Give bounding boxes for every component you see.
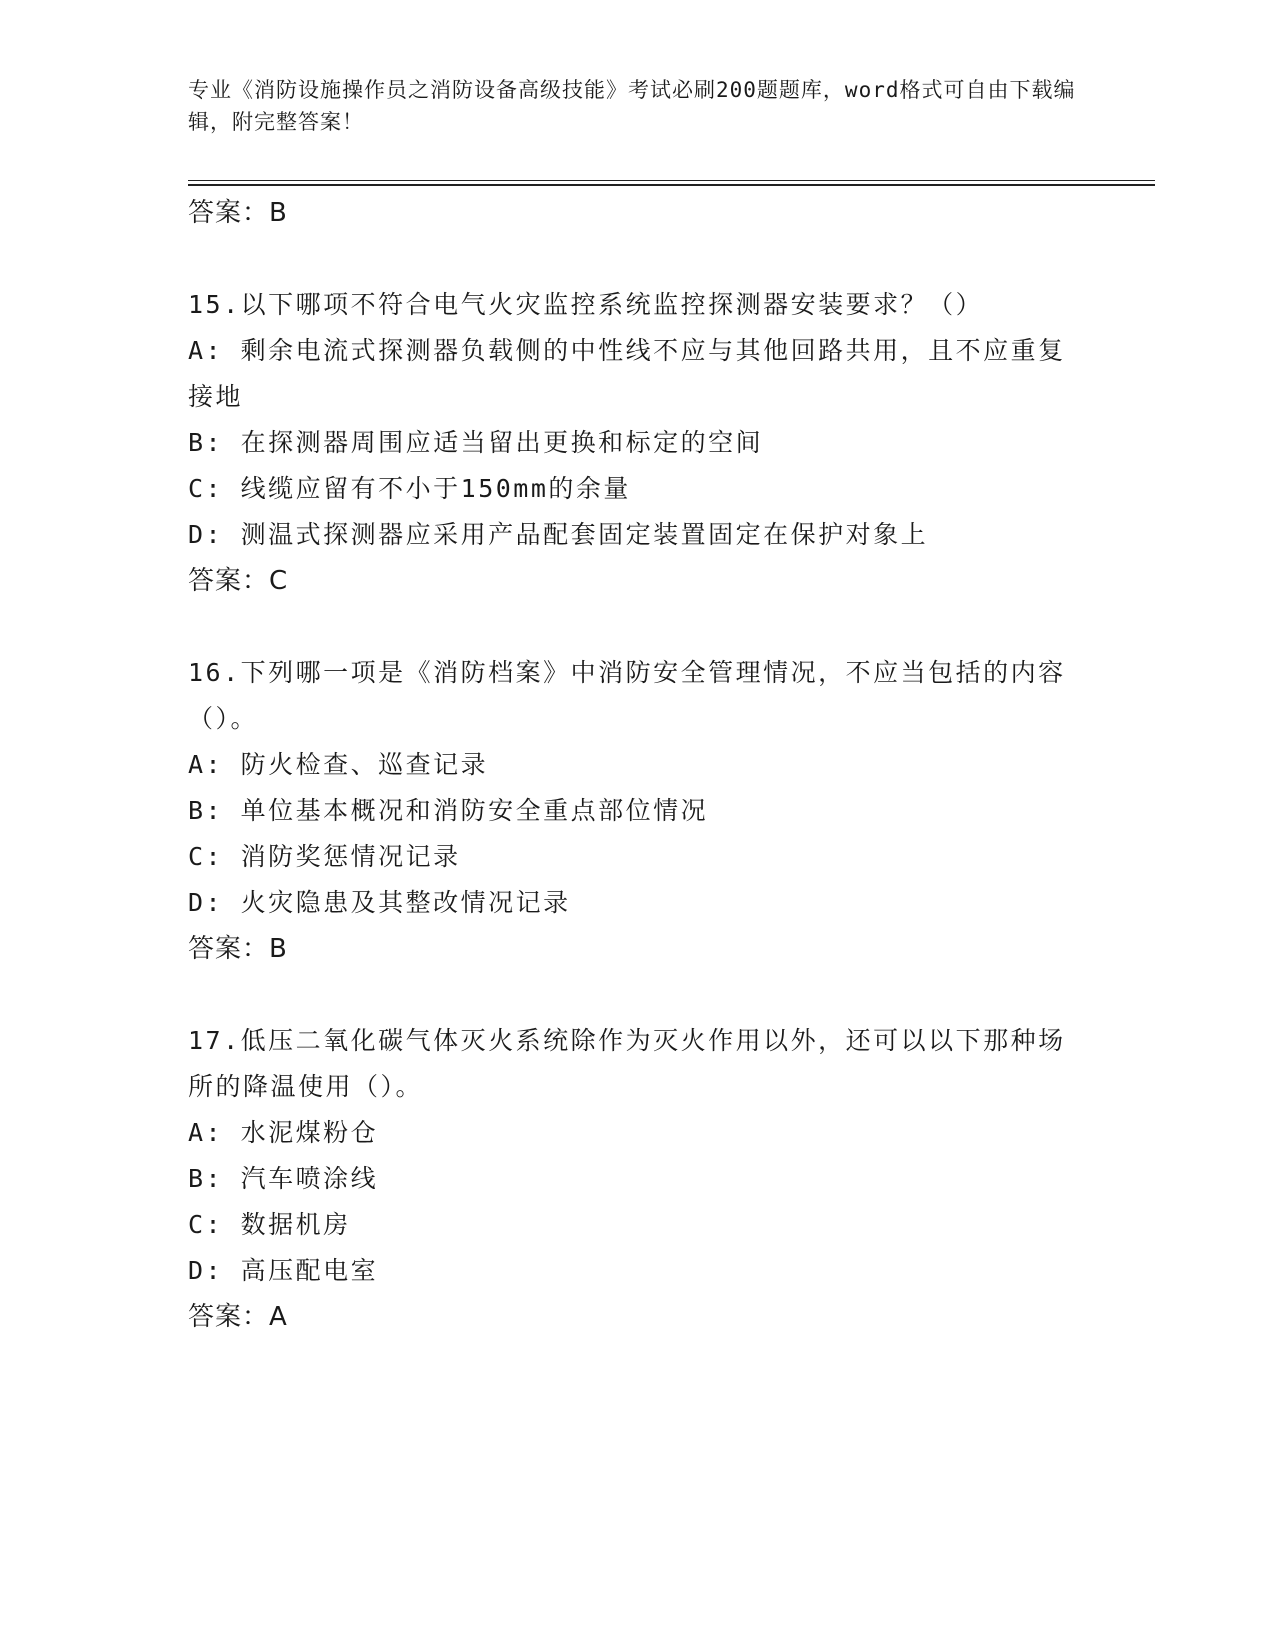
spacer	[188, 972, 1088, 1018]
option-c: C: 线缆应留有不小于150mm的余量	[188, 474, 631, 503]
option-d: D: 高压配电室	[188, 1256, 379, 1285]
option-b: B: 在探测器周围应适当留出更换和标定的空间	[188, 428, 764, 457]
question-text: 15.以下哪项不符合电气火灾监控系统监控探测器安装要求？（）	[188, 290, 984, 319]
option-b: B: 汽车喷涂线	[188, 1164, 379, 1193]
answer-line: 答案：B	[188, 934, 288, 964]
header-rule-thick	[188, 184, 1155, 186]
option-d: D: 测温式探测器应采用产品配套固定装置固定在保护对象上	[188, 520, 929, 549]
spacer	[188, 236, 1088, 282]
option-c: C: 消防奖惩情况记录	[188, 842, 461, 871]
question-text: 17.低压二氧化碳气体灭火系统除作为灭火作用以外，还可以以下那种场所的降温使用（）。	[188, 1026, 1066, 1101]
question-block	[188, 650, 1088, 972]
option-a: A: 防火检查、巡查记录	[188, 750, 489, 779]
answer-line: 答案：B	[188, 198, 288, 228]
option-a: A: 水泥煤粉仓	[188, 1118, 379, 1147]
document-body	[188, 190, 1088, 1340]
spacer	[188, 604, 1088, 650]
option-a: A: 剩余电流式探测器负载侧的中性线不应与其他回路共用，且不应重复接地	[188, 336, 1066, 411]
question-block	[188, 1018, 1088, 1340]
question-block	[188, 282, 1088, 604]
header-rule-thin	[188, 180, 1155, 181]
option-b: B: 单位基本概况和消防安全重点部位情况	[188, 796, 709, 825]
page-header: 专业《消防设施操作员之消防设备高级技能》考试必刷200题题库，word格式可自由下载编辑，附完整答案！	[188, 78, 1076, 134]
answer-line: 答案：C	[188, 566, 289, 596]
question-text: 16.下列哪一项是《消防档案》中消防安全管理情况，不应当包括的内容（）。	[188, 658, 1066, 733]
option-d: D: 火灾隐患及其整改情况记录	[188, 888, 571, 917]
option-c: C: 数据机房	[188, 1210, 351, 1239]
answer-line: 答案：A	[188, 1302, 288, 1332]
